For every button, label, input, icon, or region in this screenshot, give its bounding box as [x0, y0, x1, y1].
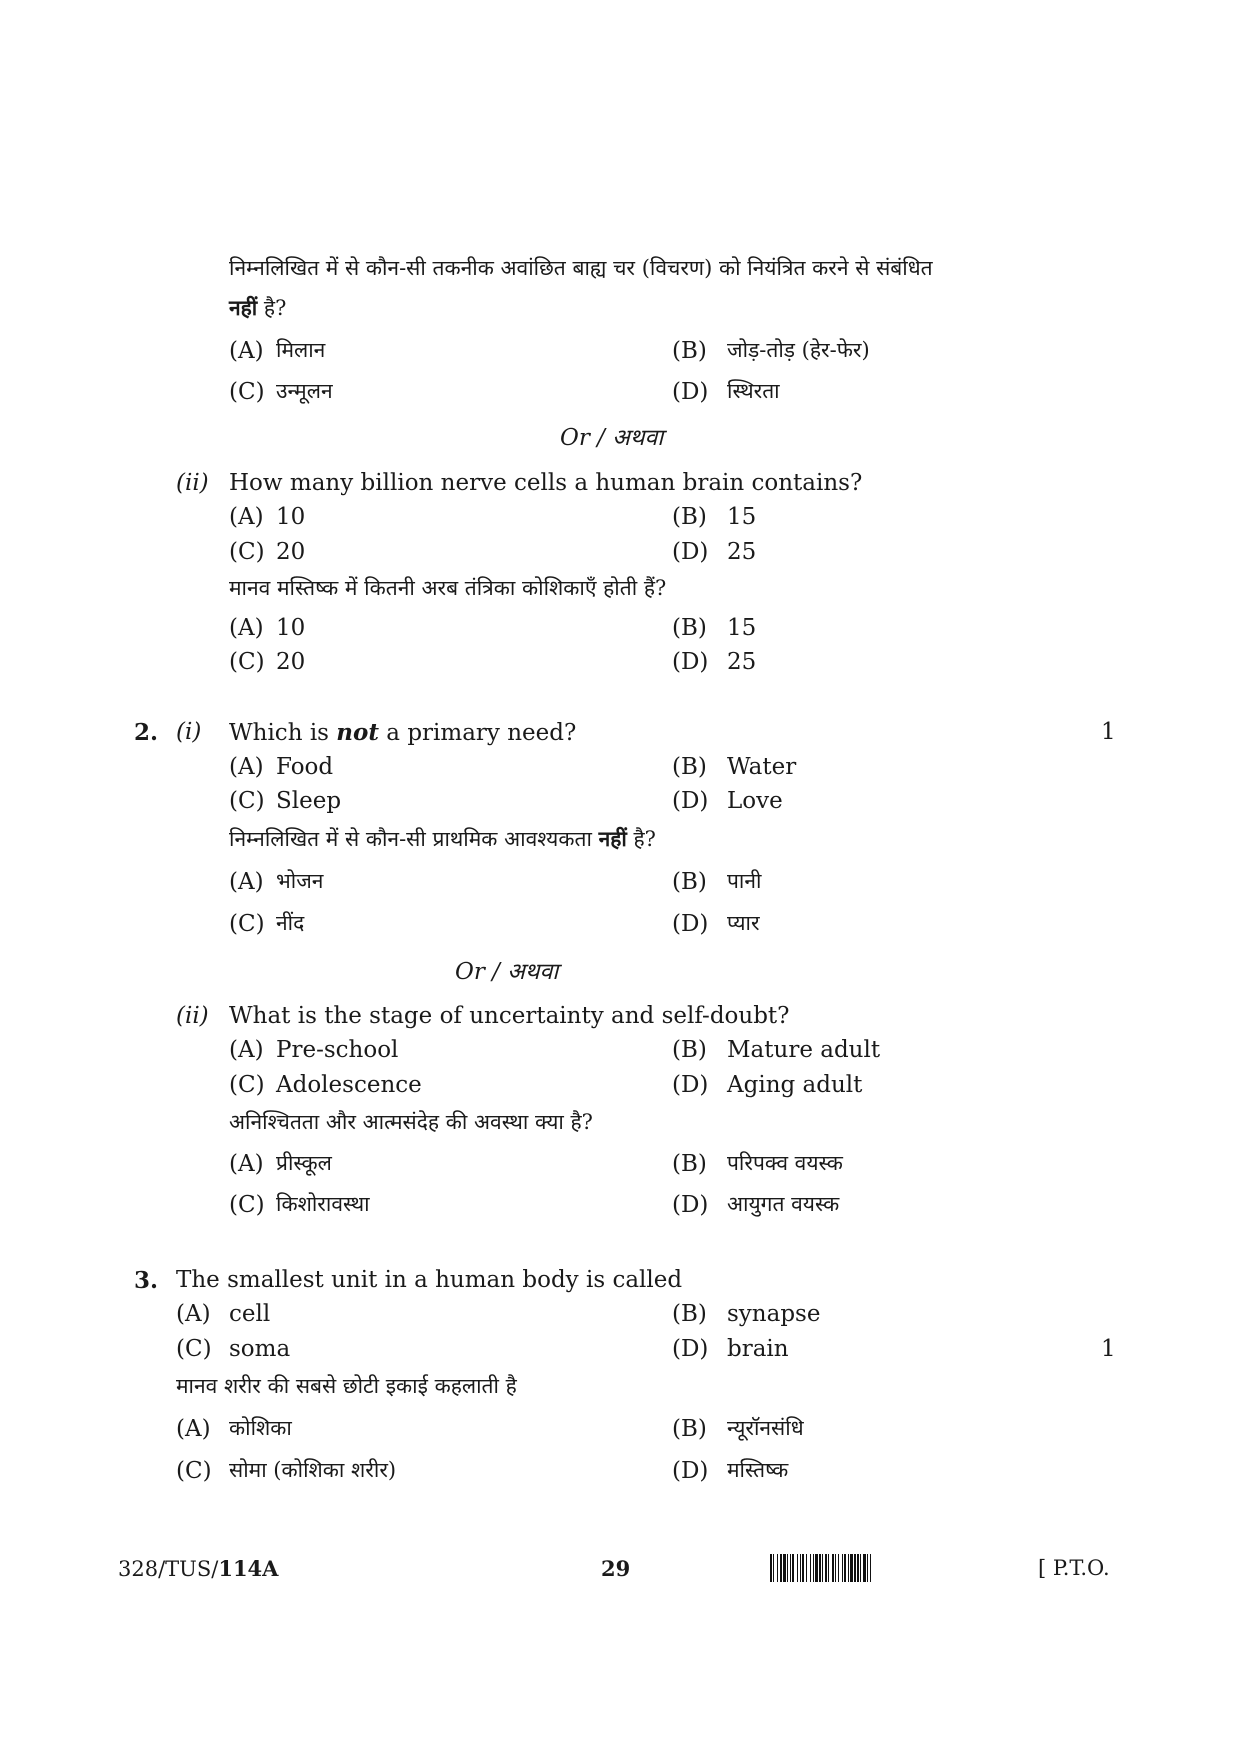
- q3-option-a: cell: [229, 1301, 271, 1327]
- q1-ii-hi-option-c: 20: [276, 649, 306, 675]
- q2-or-divider: Or / अथवा: [455, 959, 559, 985]
- q2-ii-hi-question: अनिश्चितता और आत्मसंदेह की अवस्था क्या है?: [229, 1110, 593, 1134]
- q1-or-divider: Or / अथवा: [560, 425, 664, 451]
- q2-option-b: Water: [727, 754, 797, 780]
- q3-hi-option-b: न्यूरॉनसंधि: [727, 1416, 804, 1440]
- q1-ii-option-a: 10: [276, 504, 306, 530]
- q2-option-d: Love: [727, 788, 783, 814]
- q1-ii-option-a-label: (A): [229, 504, 264, 530]
- q2-ii-label: (ii): [176, 1003, 209, 1029]
- q3-hi-option-c-label: (C): [176, 1458, 212, 1484]
- q2-ii-option-b-label: (B): [672, 1037, 707, 1063]
- q2-hi-option-b: पानी: [727, 869, 762, 893]
- q2-ii-option-a: Pre-school: [276, 1037, 399, 1063]
- q1-ii-hi-option-b: 15: [727, 615, 757, 641]
- q2-number: 2.: [134, 719, 159, 746]
- page-number: 29: [601, 1556, 631, 1581]
- q1-ii-hi-option-a: 10: [276, 615, 306, 641]
- q1-hi-not-emphasis: नहीं: [229, 295, 258, 320]
- q1-ii-option-c-label: (C): [229, 539, 265, 565]
- q3-hi-option-c: सोमा (कोशिका शरीर): [229, 1458, 397, 1482]
- q2-ii-hi-option-c-label: (C): [229, 1192, 265, 1218]
- q2-not-emphasis: not: [336, 719, 379, 746]
- q2-ii-option-c: Adolescence: [276, 1072, 422, 1098]
- barcode-bar: [871, 1554, 873, 1582]
- q3-hi-option-a-label: (A): [176, 1416, 211, 1442]
- q3-question: The smallest unit in a human body is called: [176, 1267, 683, 1293]
- q2-hi-option-a: भोजन: [276, 869, 324, 893]
- q2-ii-hi-option-b: परिपक्व वयस्क: [727, 1151, 843, 1175]
- q3-option-c: soma: [229, 1336, 291, 1362]
- q2-ii-hi-option-c: किशोरावस्था: [276, 1192, 370, 1216]
- q1-ii-option-c: 20: [276, 539, 306, 565]
- q1-ii-option-b: 15: [727, 504, 757, 530]
- q2-ii-option-b: Mature adult: [727, 1037, 881, 1063]
- q1-hi-question-line1: निम्नलिखित में से कौन-सी तकनीक अवांछित बाह्य चर (विचरण) को नियंत्रित करने से संबंधित: [229, 256, 933, 280]
- q2-ii-hi-option-a: प्रीस्कूल: [276, 1151, 332, 1175]
- q1-hi-option-d-label: (D): [672, 379, 709, 405]
- q1-ii-option-d: 25: [727, 539, 757, 565]
- q1-hi-option-a-label: (A): [229, 338, 264, 364]
- q2-ii-hi-option-d: आयुगत वयस्क: [727, 1192, 840, 1216]
- q3-option-c-label: (C): [176, 1336, 212, 1362]
- q3-hi-option-d: मस्तिष्क: [727, 1458, 789, 1482]
- q3-hi-option-b-label: (B): [672, 1416, 707, 1442]
- q2-ii-hi-option-d-label: (D): [672, 1192, 709, 1218]
- paper-code: 328/TUS/114A: [118, 1556, 279, 1581]
- q2-option-c-label: (C): [229, 788, 265, 814]
- q1-hi-option-c-label: (C): [229, 379, 265, 405]
- q2-ii-hi-option-a-label: (A): [229, 1151, 264, 1177]
- q1-ii-hi-option-a-label: (A): [229, 615, 264, 641]
- pto-marker: [ P.T.O.: [1038, 1556, 1110, 1580]
- q1-ii-hi-option-d-label: (D): [672, 649, 709, 675]
- q1-hi-question-line2: नहीं है?: [229, 295, 287, 320]
- q3-option-d-label: (D): [672, 1336, 709, 1362]
- q2-option-b-label: (B): [672, 754, 707, 780]
- q1-hi-option-b-label: (B): [672, 338, 707, 364]
- q3-number: 3.: [134, 1267, 159, 1294]
- q1-ii-question: How many billion nerve cells a human brain contains?: [229, 470, 863, 496]
- q1-hi-option-b: जोड़-तोड़ (हेर-फेर): [727, 338, 870, 362]
- q2-option-d-label: (D): [672, 788, 709, 814]
- q2-i-label: (i): [176, 719, 202, 745]
- q3-hi-question: मानव शरीर की सबसे छोटी इकाई कहलाती है: [176, 1374, 517, 1398]
- q1-ii-option-b-label: (B): [672, 504, 707, 530]
- q2-hi-not-emphasis: नहीं: [598, 826, 627, 851]
- q2-hi-question: निम्नलिखित में से कौन-सी प्राथमिक आवश्यकता नहीं है?: [229, 826, 656, 851]
- q1-ii-label: (ii): [176, 470, 209, 496]
- q2-hi-option-d-label: (D): [672, 911, 709, 937]
- q1-ii-hi-question: मानव मस्तिष्क में कितनी अरब तंत्रिका कोशिकाएँ होती हैं?: [229, 576, 667, 600]
- q2-ii-option-d: Aging adult: [727, 1072, 863, 1098]
- q2-ii-option-a-label: (A): [229, 1037, 264, 1063]
- q2-question: Which is not a primary need?: [229, 719, 577, 746]
- q3-option-d: brain: [727, 1336, 789, 1362]
- q2-option-a: Food: [276, 754, 334, 780]
- q2-ii-option-c-label: (C): [229, 1072, 265, 1098]
- q1-ii-hi-option-d: 25: [727, 649, 757, 675]
- q2-hi-option-c: नींद: [276, 911, 305, 935]
- q2-marks: 1: [1101, 719, 1116, 745]
- q1-hi-option-c: उन्मूलन: [276, 379, 333, 403]
- q1-ii-hi-option-b-label: (B): [672, 615, 707, 641]
- q3-marks: 1: [1101, 1336, 1116, 1362]
- q3-hi-option-a: कोशिका: [229, 1416, 292, 1440]
- q3-option-b-label: (B): [672, 1301, 707, 1327]
- q3-option-a-label: (A): [176, 1301, 211, 1327]
- q1-ii-hi-option-c-label: (C): [229, 649, 265, 675]
- barcode-icon: [770, 1554, 1020, 1582]
- q2-hi-option-a-label: (A): [229, 869, 264, 895]
- q2-option-c: Sleep: [276, 788, 342, 814]
- q2-ii-hi-option-b-label: (B): [672, 1151, 707, 1177]
- q2-option-a-label: (A): [229, 754, 264, 780]
- q3-hi-option-d-label: (D): [672, 1458, 709, 1484]
- q1-hi-option-a: मिलान: [276, 338, 326, 362]
- q2-ii-option-d-label: (D): [672, 1072, 709, 1098]
- q2-hi-option-d: प्यार: [727, 911, 760, 935]
- q1-ii-option-d-label: (D): [672, 539, 709, 565]
- q2-hi-option-b-label: (B): [672, 869, 707, 895]
- q3-option-b: synapse: [727, 1301, 821, 1327]
- q2-ii-question: What is the stage of uncertainty and self-doubt?: [229, 1003, 790, 1029]
- q2-hi-option-c-label: (C): [229, 911, 265, 937]
- q1-hi-option-d: स्थिरता: [727, 379, 780, 403]
